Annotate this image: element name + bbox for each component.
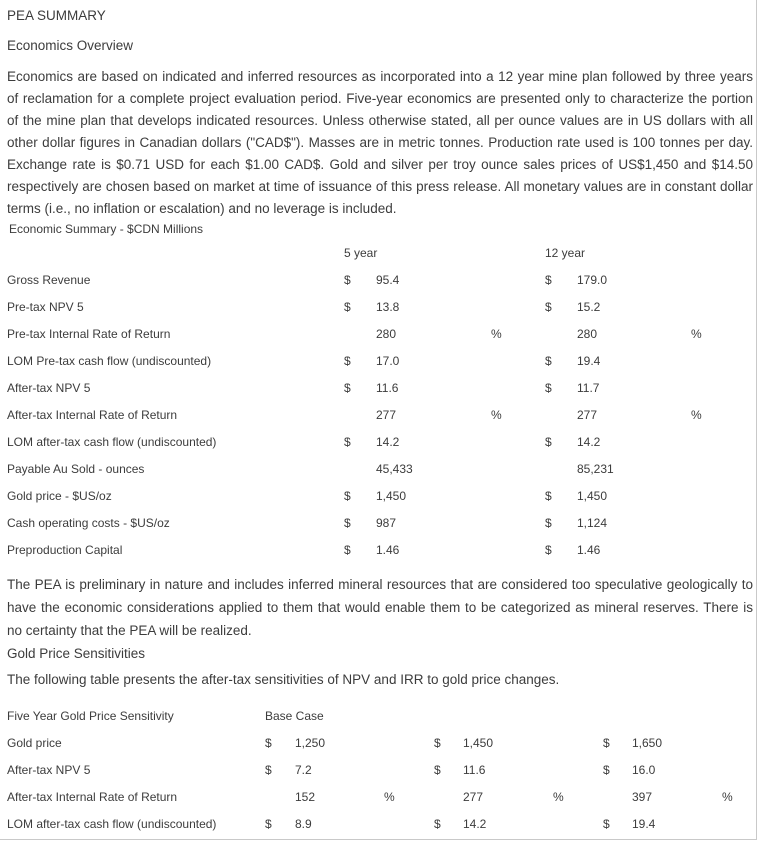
currency-symbol: $ [344, 272, 351, 287]
gold-price-sensitivities-heading: Gold Price Sensitivities [7, 646, 146, 661]
currency-symbol: $ [265, 816, 272, 831]
row-label: After-tax Internal Rate of Return [7, 789, 178, 804]
value-5-year: 1.46 [376, 542, 400, 557]
value-low-case: 1,250 [295, 735, 326, 750]
currency-symbol: $ [603, 762, 610, 777]
value-base-case: 14.2 [463, 816, 487, 831]
value-high-case: 19.4 [632, 816, 656, 831]
value-5-year: 13.8 [376, 299, 400, 314]
table-row [7, 428, 753, 455]
table-row [7, 810, 753, 837]
row-label: After-tax Internal Rate of Return [7, 407, 178, 422]
currency-symbol: $ [434, 735, 441, 750]
value-low-case: 8.9 [295, 816, 312, 831]
row-label: Pre-tax NPV 5 [7, 299, 84, 314]
currency-symbol: $ [344, 353, 351, 368]
sensitivity-intro-paragraph: The following table presents the after-tax sensitivities of NPV and IRR to gold price changes. [7, 672, 560, 687]
percent-symbol: % [384, 789, 395, 804]
table-row [7, 320, 753, 347]
value-5-year: 17.0 [376, 353, 400, 368]
currency-symbol: $ [344, 542, 351, 557]
value-base-case: 11.6 [463, 762, 486, 777]
economics-overview-heading: Economics Overview [7, 38, 134, 53]
table-row [7, 756, 753, 783]
row-label: Preproduction Capital [7, 542, 123, 557]
table-row [7, 482, 753, 509]
table-row [7, 347, 753, 374]
row-label: LOM after-tax cash flow (undiscounted) [7, 816, 217, 831]
currency-symbol: $ [545, 272, 552, 287]
currency-symbol: $ [434, 762, 441, 777]
value-12-year: 277 [577, 407, 598, 422]
sensitivity-table-title: Five Year Gold Price Sensitivity [7, 708, 174, 723]
page-title: PEA SUMMARY [7, 8, 106, 23]
value-5-year: 11.6 [376, 380, 399, 395]
currency-symbol: $ [545, 380, 552, 395]
percent-symbol: % [691, 407, 702, 422]
table-row [7, 266, 753, 293]
value-high-case: 397 [632, 789, 653, 804]
percent-symbol: % [491, 407, 502, 422]
intro-paragraph: Economics are based on indicated and inferred resources as incorporated into a 12 year mine plan followed by three years of reclamation for a complete project evaluation period. Five-year economics are presented only to characterize the portion of the mine plan that develops indicated resources. Unless otherwise stated, all per ounce values are in US dollars with all other dollar figures in Canadian dollars ("CAD$"). Masses are in metric tonnes. Production rate used is 100 tonnes per day. Exchange rate is $0.71 USD for each $1.00 CAD$. Gold and silver per troy ounce sales prices of US$1,450 and $14.50 respectively are chosen based on market at time of issuance of this press release. All monetary values are in constant dollar terms (i.e., no inflation or escalation) and no leverage is included. [7, 69, 753, 216]
value-12-year: 15.2 [577, 299, 601, 314]
row-label: Gold price [7, 735, 62, 750]
table-header-row [7, 239, 753, 266]
value-12-year: 19.4 [577, 353, 601, 368]
gold-sensitivity-table [7, 702, 753, 837]
row-label: LOM after-tax cash flow (undiscounted) [7, 434, 217, 449]
table-row [7, 455, 753, 482]
value-12-year: 1,124 [577, 515, 608, 530]
value-base-case: 277 [463, 789, 484, 804]
column-header-base-case: Base Case [265, 708, 324, 723]
currency-symbol: $ [344, 488, 351, 503]
row-label: Pre-tax Internal Rate of Return [7, 326, 171, 341]
percent-symbol: % [553, 789, 564, 804]
table-row [7, 509, 753, 536]
currency-symbol: $ [545, 542, 552, 557]
percent-symbol: % [722, 789, 733, 804]
value-5-year: 1,450 [376, 488, 407, 503]
value-5-year: 45,433 [376, 461, 413, 476]
value-base-case: 1,450 [463, 735, 494, 750]
value-12-year: 1,450 [577, 488, 608, 503]
value-12-year: 14.2 [577, 434, 601, 449]
currency-symbol: $ [265, 735, 272, 750]
value-12-year: 179.0 [577, 272, 608, 287]
currency-symbol: $ [545, 434, 552, 449]
currency-symbol: $ [545, 488, 552, 503]
value-5-year: 987 [376, 515, 397, 530]
value-5-year: 277 [376, 407, 397, 422]
row-label: After-tax NPV 5 [7, 762, 91, 777]
currency-symbol: $ [603, 816, 610, 831]
currency-symbol: $ [344, 380, 351, 395]
value-high-case: 1,650 [632, 735, 663, 750]
value-12-year: 1.46 [577, 542, 601, 557]
percent-symbol: % [491, 326, 502, 341]
currency-symbol: $ [265, 762, 272, 777]
row-label: Cash operating costs - $US/oz [7, 515, 170, 530]
currency-symbol: $ [344, 434, 351, 449]
currency-symbol: $ [545, 353, 552, 368]
disclaimer-paragraph: The PEA is preliminary in nature and includes inferred mineral resources that are considered too speculative geologically to have the economic considerations applied to them that would enable them to be categorized as mineral reserves. There is no certainty that the PEA will be realized. [7, 577, 753, 638]
row-label: After-tax NPV 5 [7, 380, 91, 395]
table-row [7, 401, 753, 428]
table-row [7, 293, 753, 320]
table-row [7, 536, 753, 563]
currency-symbol: $ [344, 515, 351, 530]
value-low-case: 152 [295, 789, 316, 804]
economic-summary-table [7, 239, 753, 563]
currency-symbol: $ [545, 299, 552, 314]
value-low-case: 7.2 [295, 762, 312, 777]
currency-symbol: $ [344, 299, 351, 314]
currency-symbol: $ [545, 515, 552, 530]
value-12-year: 280 [577, 326, 598, 341]
value-5-year: 14.2 [376, 434, 400, 449]
table-row [7, 783, 753, 810]
table-row [7, 729, 753, 756]
column-header-5-year: 5 year [344, 245, 378, 260]
row-label: Gross Revenue [7, 272, 91, 287]
row-label: Payable Au Sold - ounces [7, 461, 145, 476]
currency-symbol: $ [434, 816, 441, 831]
table-row [7, 374, 753, 401]
row-label: Gold price - $US/oz [7, 488, 112, 503]
row-label: LOM Pre-tax cash flow (undiscounted) [7, 353, 212, 368]
column-header-12-year: 12 year [545, 245, 586, 260]
value-12-year: 85,231 [577, 461, 614, 476]
value-12-year: 11.7 [577, 380, 600, 395]
table-header-row [7, 702, 753, 729]
economic-summary-caption: Economic Summary - $CDN Millions [9, 222, 204, 236]
value-5-year: 95.4 [376, 272, 400, 287]
value-high-case: 16.0 [632, 762, 656, 777]
value-5-year: 280 [376, 326, 397, 341]
currency-symbol: $ [603, 735, 610, 750]
percent-symbol: % [691, 326, 702, 341]
